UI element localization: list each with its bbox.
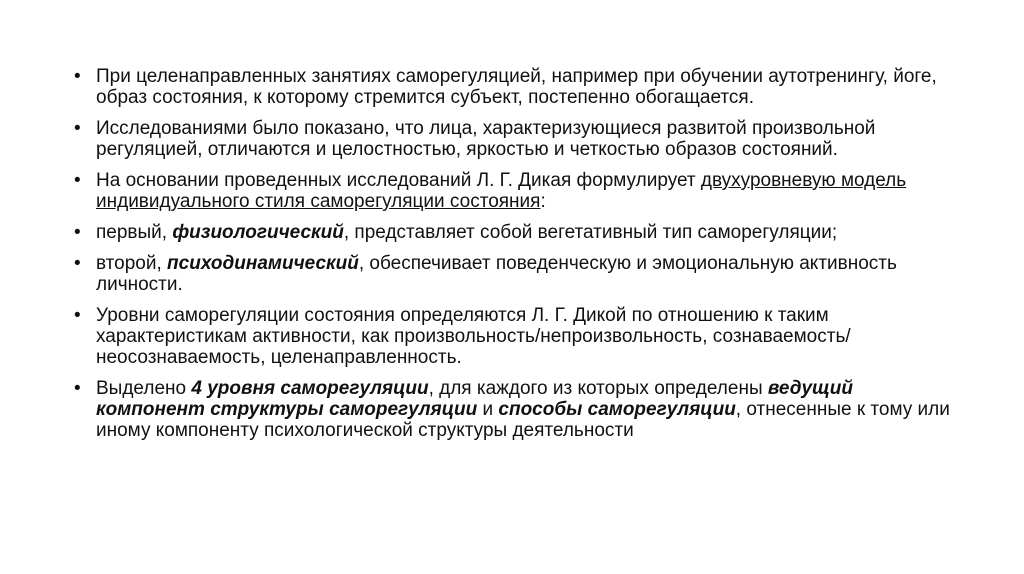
item-text-end: , представляет собой вегетативный тип саморегуляции;: [343, 222, 838, 243]
item-text: второй,: [96, 253, 168, 274]
bullet-icon: •: [74, 170, 81, 191]
item-text-end: , отнесенные к тому или иному компоненту психологической структуры деятельности: [96, 399, 950, 441]
item-text: первый,: [96, 222, 173, 243]
item-text: На основании проведенных исследований Л. Г. Дикая формулирует: [96, 170, 701, 191]
bullet-icon: •: [74, 118, 81, 139]
item-text: Исследованиями было показано, что лица, характеризующиеся развитой произвольной регуляцией, отличаются и целостностью, яркостью и четкостью образов состояний.: [96, 118, 876, 160]
bullet-icon: •: [74, 253, 81, 274]
bullet-icon: •: [74, 305, 81, 326]
emphasized-term: ведущий компонент структуры саморегуляции: [96, 378, 853, 420]
bullet-icon: •: [74, 66, 81, 87]
bullet-list: [74, 66, 964, 441]
list-item: [74, 253, 964, 295]
item-text: Уровни саморегуляции состояния определяются Л. Г. Дикой по отношению к таким характеристикам активности, как произвольность/непроизвольность, сознаваемость/неосознаваемость, целенаправленность.: [96, 305, 851, 368]
emphasized-term: 4 уровня саморегуляции: [191, 378, 429, 399]
list-item: [74, 170, 964, 212]
item-text-end: :: [540, 191, 546, 212]
bullet-icon: •: [74, 378, 81, 399]
emphasized-term: способы саморегуляции: [498, 399, 736, 420]
emphasized-term: психодинамический: [167, 253, 359, 274]
item-text-mid: , для каждого из которых определены: [428, 378, 768, 399]
item-text-end: , обеспечивает поведенческую и эмоциональную активность личности.: [96, 253, 897, 295]
item-text: При целенаправленных занятиях саморегуляцией, например при обучении аутотренингу, йоге, образ состояния, к которому стремится субъект, постепенно обогащается.: [96, 66, 937, 108]
list-item: [74, 118, 964, 160]
list-item: [74, 305, 964, 368]
list-item: [74, 222, 964, 243]
item-text-mid: и: [477, 399, 499, 420]
underlined-term: двухуровневую модель индивидуального стиля саморегуляции состояния: [96, 170, 907, 212]
emphasized-term: физиологический: [172, 222, 344, 243]
list-item: [74, 378, 964, 441]
bullet-icon: •: [74, 222, 81, 243]
list-item: [74, 66, 964, 108]
item-text: Выделено: [96, 378, 192, 399]
